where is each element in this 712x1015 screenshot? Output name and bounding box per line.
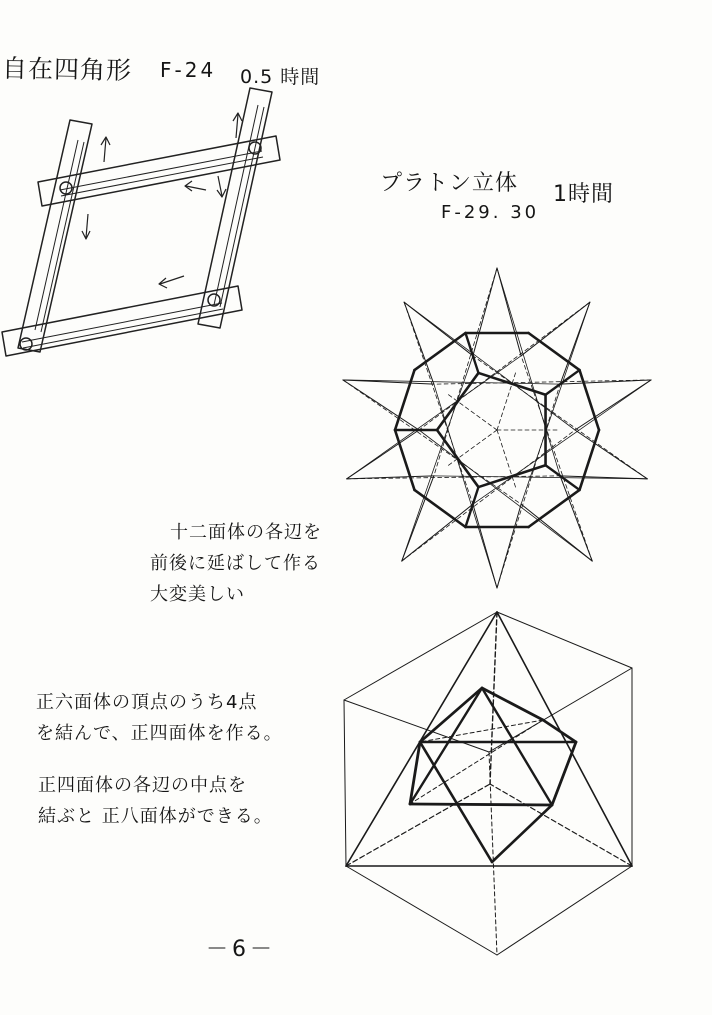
section-time-right: 1時間 [553, 182, 614, 207]
note-line: 大変美しい [150, 584, 245, 605]
star-edge-long [402, 356, 473, 561]
cube-edge [344, 700, 489, 752]
note-stellated [150, 517, 322, 610]
dodecahedron-edge [395, 430, 414, 490]
note-line: 結ぶと 正八面体ができる。 [38, 806, 273, 827]
cube-edge [489, 668, 632, 752]
cube-tetrahedron-octahedron-drawing [344, 612, 632, 955]
star-edge-long [347, 356, 521, 479]
section-code-left: F-24 [160, 58, 217, 82]
star-edge [521, 302, 590, 356]
octahedron-edge [552, 742, 576, 805]
stellated-dodecahedron-drawing [343, 268, 651, 588]
dodecahedron-edge [437, 430, 478, 487]
octahedron-edge [420, 742, 492, 862]
cube-edge [497, 612, 632, 668]
note-line: 前後に延ばして作る [150, 553, 321, 574]
note-line: 正四面体の各辺の中点を [38, 775, 247, 796]
movement-arrows [82, 113, 242, 288]
star-edge [497, 504, 521, 588]
frame-slot-left [35, 140, 78, 330]
note-line: を結んで、正四面体を作る。 [36, 723, 283, 744]
section-title-platonic-solids: プラトン立体 [380, 171, 519, 196]
note-tetra [38, 770, 273, 832]
section-time-left: 0.5 時間 [240, 66, 321, 88]
cube-edge [497, 866, 632, 955]
page-number: －6－ [206, 937, 276, 962]
tetrahedron-edge [497, 612, 632, 866]
adjustable-square-frame-drawing [2, 88, 280, 356]
star-edge-hidden [473, 356, 647, 479]
star-edge-long [473, 380, 651, 504]
star-edge-hidden [343, 380, 521, 504]
star-edge-long [419, 430, 592, 561]
octahedron-edge [543, 720, 576, 742]
note-cube [36, 687, 283, 749]
star-edge-hidden [419, 302, 590, 430]
dodecahedron-edge [465, 333, 478, 373]
star-edge-hidden [402, 430, 575, 561]
section-title-adjustable-square: 自在四角形 [1, 53, 133, 86]
tetrahedron-hidden-edge [490, 612, 497, 784]
star-edge-hidden [404, 302, 473, 504]
dodecahedron-edge [580, 430, 599, 490]
note-line: 正六面体の頂点のうち4点 [36, 692, 258, 713]
hidden-edge [448, 395, 497, 430]
star-edge-long [434, 384, 497, 588]
section-code-right: F-29. 30 [441, 202, 540, 223]
cube-edge [344, 612, 497, 700]
star-edge-hidden [434, 268, 497, 476]
dodecahedron-edge [546, 370, 580, 395]
star-edge-hidden [497, 384, 560, 588]
note-line: 十二面体の各辺を [170, 522, 322, 543]
cube-edge [344, 700, 346, 866]
octahedron-edge [492, 805, 552, 862]
star-edge [404, 302, 434, 384]
cube-edge [346, 866, 497, 955]
wing-nut [20, 338, 32, 350]
star-edge-long [404, 302, 575, 430]
star-edge-long [497, 268, 560, 476]
hidden-edge [448, 430, 497, 465]
octahedron-edge [410, 804, 552, 805]
star-edge [473, 268, 497, 356]
octahedron-edge [420, 688, 482, 742]
